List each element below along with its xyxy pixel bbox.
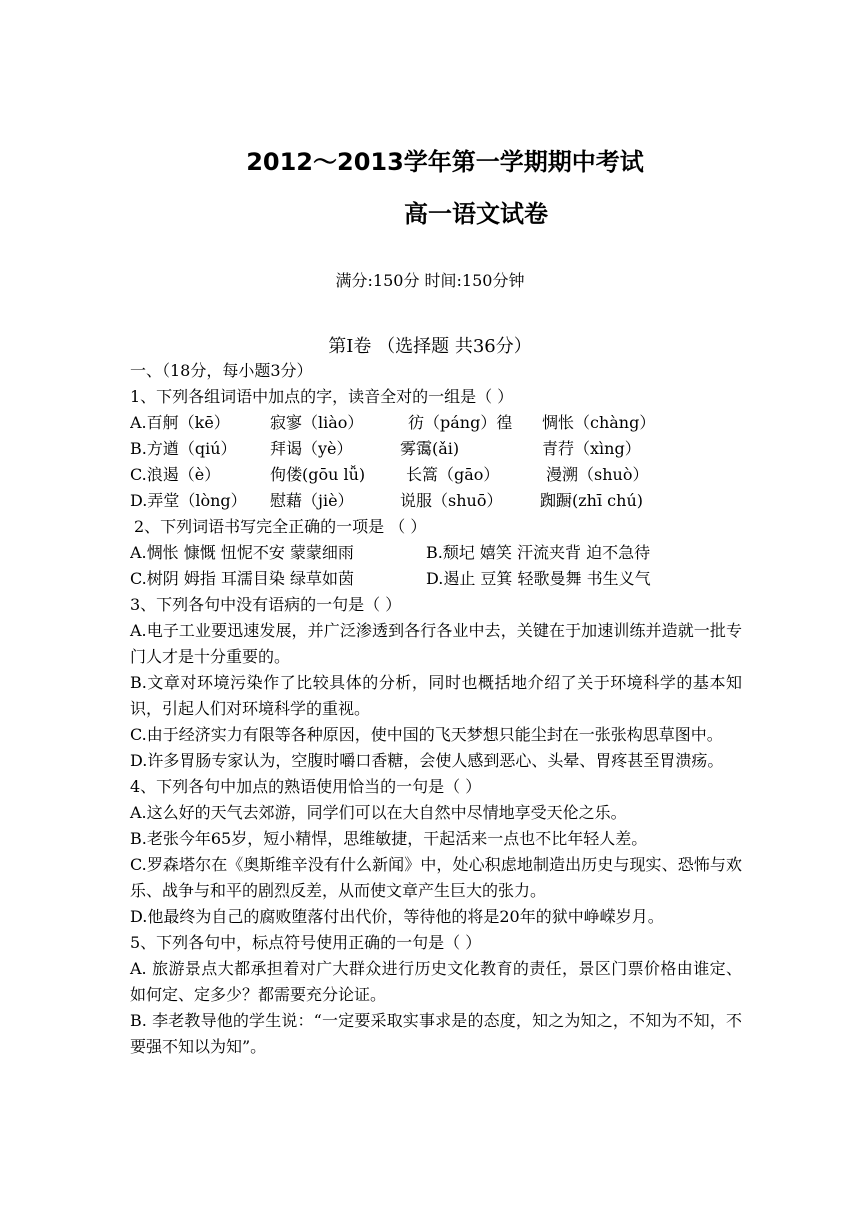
option-cell: C.树阴 姆指 耳濡目染 绿草如茵 bbox=[130, 569, 355, 588]
question-3-option-b: B.文章对环境污染作了比较具体的分析，同时也概括地介绍了关于环境科学的基本知识，引起人们对环境科学的重视。 bbox=[130, 673, 742, 718]
question-1-option-b bbox=[130, 436, 742, 462]
option-cell: 长篙（gāo） bbox=[406, 465, 500, 484]
question-3-option-c: C.由于经济实力有限等各种原因，使中国的飞天梦想只能尘封在一张张构思草图中。 bbox=[130, 725, 723, 744]
exam-meta: 满分:150分 时间:150分钟 bbox=[335, 271, 525, 290]
option-cell: D.弄堂（lòng） bbox=[130, 491, 247, 510]
option-cell: B.颓圮 嬉笑 汗流夹背 迫不急待 bbox=[426, 543, 651, 562]
option-cell: 踟蹰(zhī chú) bbox=[540, 491, 643, 510]
section-heading: 第Ⅰ卷 （选择题 共36分） bbox=[328, 336, 532, 357]
option-cell: 说服（shuō） bbox=[400, 491, 503, 510]
option-cell: 漫溯（shuò） bbox=[546, 465, 649, 484]
question-1-option-a bbox=[130, 410, 742, 436]
option-cell: A.百舸（kē） bbox=[130, 413, 230, 432]
option-cell: C.浪遏（è） bbox=[130, 465, 221, 484]
option-cell: 雾霭(ǎi) bbox=[400, 439, 460, 458]
option-cell: 佝偻(gōu lǚ) bbox=[270, 465, 366, 484]
option-cell: 慰藉（jiè） bbox=[270, 491, 354, 510]
question-4-option-a: A.这么好的天气去郊游，同学们可以在大自然中尽情地享受天伦之乐。 bbox=[130, 803, 627, 822]
question-stem-5: 5、下列各句中，标点符号使用正确的一句是（ ） bbox=[130, 933, 482, 952]
option-cell: 彷（páng）徨 bbox=[408, 413, 513, 432]
question-4-option-c: C.罗森塔尔在《奥斯维辛没有什么新闻》中，处心积虑地制造出历史与现实、恐怖与欢乐、战争与和平的剧烈反差，从而使文章产生巨大的张力。 bbox=[130, 855, 742, 900]
question-stem-3: 3、下列各句中没有语病的一句是（ ） bbox=[130, 595, 402, 614]
question-3-option-a: A.电子工业要迅速发展，并广泛渗透到各行各业中去，关键在于加速训练并造就一批专门人才是十分重要的。 bbox=[130, 621, 742, 666]
part-heading: 一、（18分，每小题3分） bbox=[130, 361, 313, 380]
question-list bbox=[130, 358, 742, 1060]
question-stem-1: 1、下列各组词语中加点的字，读音全对的一组是（ ） bbox=[130, 387, 514, 406]
option-cell: 青荇（xìng） bbox=[542, 439, 641, 458]
option-cell: 惆怅（chàng） bbox=[542, 413, 656, 432]
option-cell: 拜谒（yè） bbox=[270, 439, 353, 458]
question-stem-2: 2、下列词语书写完全正确的一项是 （ ） bbox=[134, 517, 427, 536]
exam-subtitle: 高一语文试卷 bbox=[404, 200, 548, 228]
option-cell: B.方遒（qiú） bbox=[130, 439, 237, 458]
question-2-option-ab bbox=[130, 540, 742, 566]
question-5-option-a: A. 旅游景点大都承担着对广大群众进行历史文化教育的责任，景区门票价格由谁定、如何定、定多少？都需要充分论证。 bbox=[130, 959, 742, 1004]
question-stem-4: 4、下列各句中加点的熟语使用恰当的一句是（ ） bbox=[130, 777, 482, 796]
option-cell: A.惆怅 慷慨 忸怩不安 蒙蒙细雨 bbox=[130, 543, 354, 562]
exam-title: 2012～2013学年第一学期期中考试 bbox=[246, 148, 644, 176]
option-cell: 寂寥（liào） bbox=[270, 413, 364, 432]
question-4-option-b: B.老张今年65岁，短小精悍，思维敏捷，干起活来一点也不比年轻人差。 bbox=[130, 829, 648, 848]
option-cell: D.遏止 豆箕 轻歌曼舞 书生义气 bbox=[426, 569, 651, 588]
question-3-option-d: D.许多胃肠专家认为，空腹时嚼口香糖，会使人感到恶心、头晕、胃疼甚至胃溃疡。 bbox=[130, 751, 724, 770]
question-1-option-c bbox=[130, 462, 742, 488]
question-2-option-cd bbox=[130, 566, 742, 592]
question-5-option-b: B. 李老教导他的学生说：“一定要采取实事求是的态度，知之为知之，不知为不知，不要强不知以为知”。 bbox=[130, 1011, 742, 1056]
question-4-option-d: D.他最终为自己的腐败堕落付出代价，等待他的将是20年的狱中峥嵘岁月。 bbox=[130, 907, 664, 926]
question-1-option-d bbox=[130, 488, 742, 514]
